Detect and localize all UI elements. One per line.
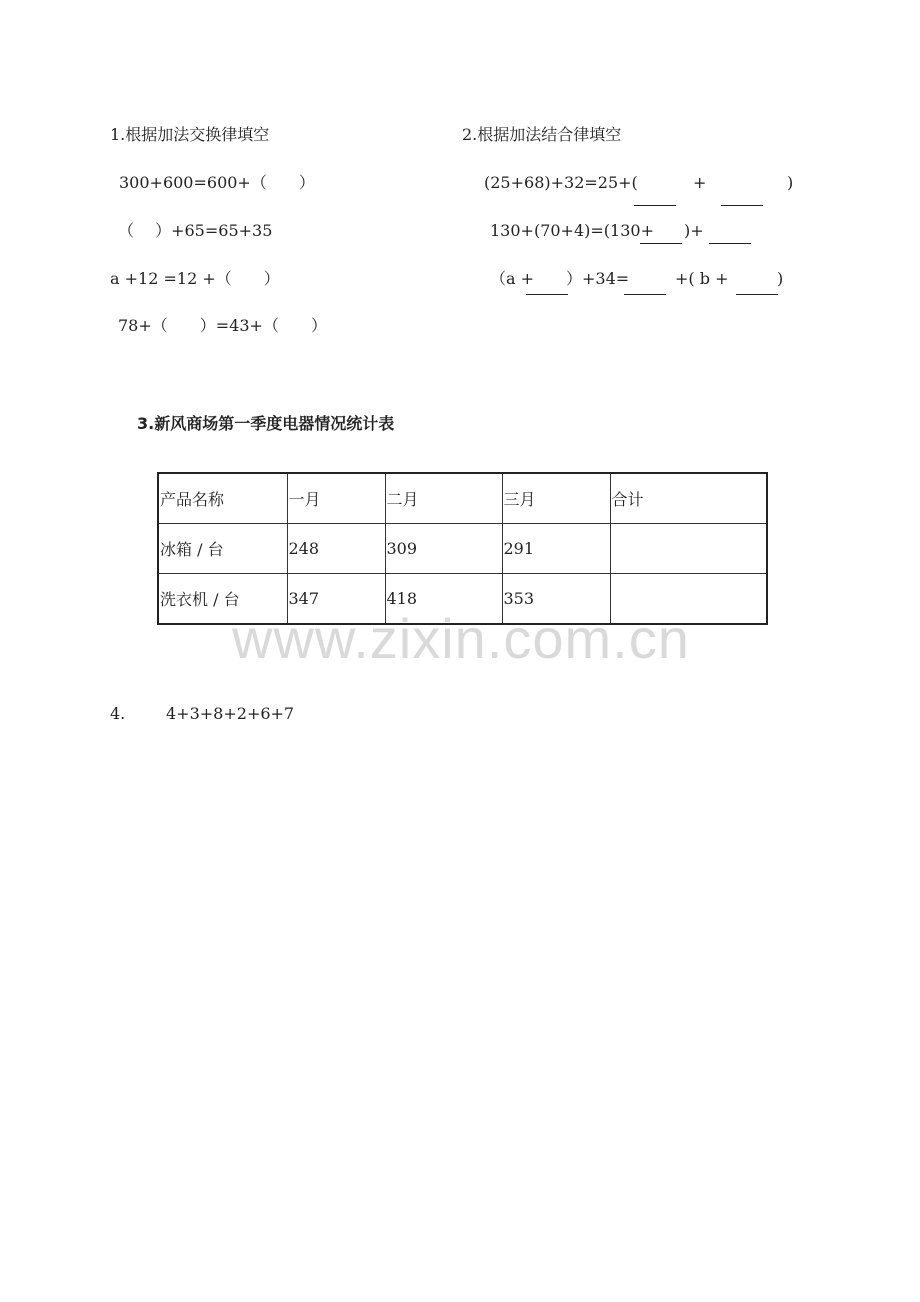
q4-expression: 4+3+8+2+6+7 <box>166 704 295 723</box>
table-header-row <box>158 473 767 524</box>
q2-line3-start: （a + <box>490 269 535 288</box>
q2-line2-mid: )+ <box>684 221 704 240</box>
table-cell: 347 <box>287 574 385 625</box>
table-cell: 291 <box>502 524 610 574</box>
watermark: www.zixin.com.cn <box>232 607 690 670</box>
table-cell: 248 <box>287 524 385 574</box>
q2-line1-start: (25+68)+32=25+( <box>484 173 638 192</box>
q2-line3-mid: ）+34= <box>566 269 630 288</box>
header-cell-jan: 一月 <box>287 473 385 524</box>
table-cell-total-input[interactable] <box>610 524 767 574</box>
q2-line1-end: ) <box>787 173 794 192</box>
q2-line3-blank-3[interactable] <box>736 294 778 295</box>
q2-line3-end: ) <box>777 269 784 288</box>
q4-number: 4. <box>110 704 126 723</box>
q2-line1-blank-2[interactable] <box>721 205 763 206</box>
q2-line2-blank-1[interactable] <box>640 243 682 244</box>
table-cell: 353 <box>502 574 610 625</box>
q2-line2-start: 130+(70+4)=(130+ <box>490 221 654 240</box>
q2-line3-blank-2[interactable] <box>624 294 666 295</box>
header-cell-product: 产品名称 <box>158 473 287 524</box>
q2-line1-blank-1[interactable] <box>634 205 676 206</box>
q1-title: 1.根据加法交换律填空 <box>110 125 270 144</box>
header-cell-mar: 三月 <box>502 473 610 524</box>
stats-table <box>157 472 768 625</box>
q2-title: 2.根据加法结合律填空 <box>462 125 622 144</box>
q1-line-4: 78+（ ）=43+（ ） <box>118 316 327 335</box>
q3-title: 3.新风商场第一季度电器情况统计表 <box>137 414 395 433</box>
q1-line-1: 300+600=600+（ ） <box>119 173 315 192</box>
table-cell: 418 <box>385 574 502 625</box>
q1-line-3: a +12 =12 +（ ） <box>110 269 280 288</box>
q2-line2-blank-2[interactable] <box>709 243 751 244</box>
table-cell: 洗衣机 / 台 <box>158 574 287 625</box>
table-row <box>158 524 767 574</box>
table-row <box>158 574 767 625</box>
q2-line1-plus: + <box>693 173 707 192</box>
header-cell-feb: 二月 <box>385 473 502 524</box>
table-cell: 309 <box>385 524 502 574</box>
q2-line3-mid2: +( b + <box>675 269 729 288</box>
table-cell-total-input[interactable] <box>610 574 767 625</box>
table-cell: 冰箱 / 台 <box>158 524 287 574</box>
header-cell-total: 合计 <box>610 473 767 524</box>
q1-line-2: （ ）+65=65+35 <box>118 221 273 240</box>
q2-line3-blank-1[interactable] <box>526 294 568 295</box>
